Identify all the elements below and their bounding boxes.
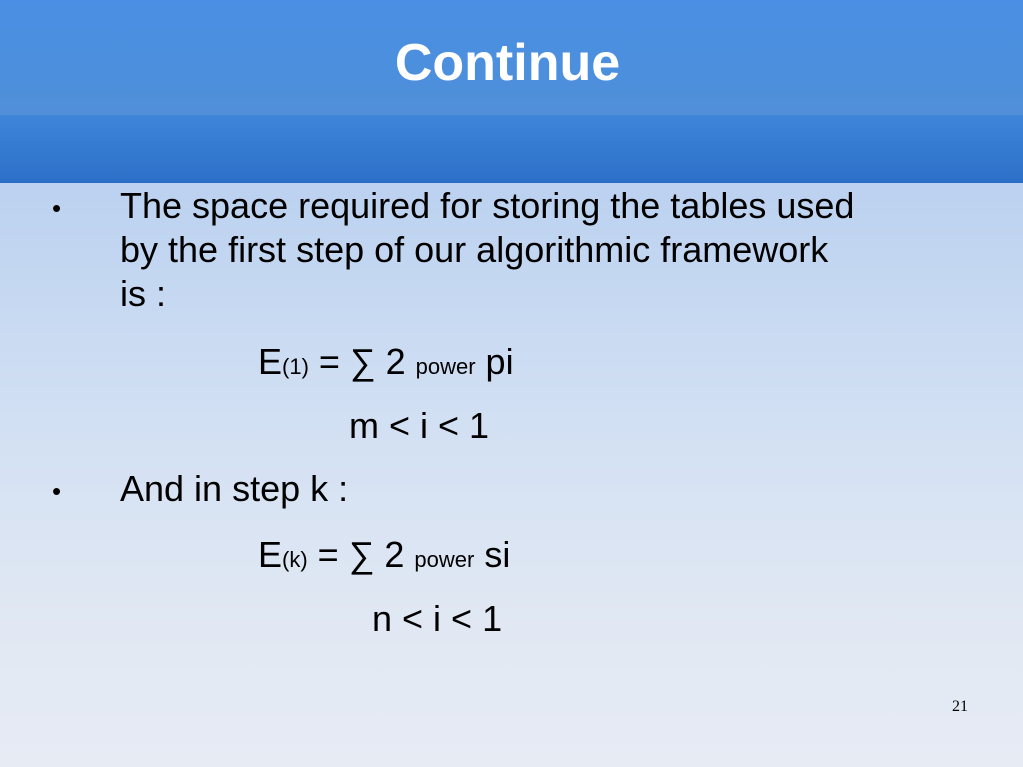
formula-2-sum: = ∑ 2: [307, 534, 415, 575]
formula-1-range: m < i < 1: [349, 405, 490, 446]
bullet-1-line-1: The space required for storing the tables used: [120, 185, 855, 226]
formula-1-power-word: power: [415, 354, 476, 379]
bullet-marker: •: [52, 193, 62, 223]
formula-2-lhs-subscript: (k): [282, 547, 308, 572]
formula-2-range: n < i < 1: [372, 598, 503, 639]
slide-title: Continue: [394, 34, 621, 92]
bullet-1-line-3: is :: [120, 273, 167, 314]
formula-1-lhs-subscript: (1): [282, 354, 309, 379]
formula-1-lhs: E: [258, 341, 283, 382]
slide-number: 21: [952, 698, 968, 715]
title-band-lower: [0, 115, 1023, 183]
formula-2-power-word: power: [414, 547, 475, 572]
formula-2: [258, 533, 510, 582]
formula-2-exponent: si: [474, 534, 511, 575]
formula-1-exponent: pi: [475, 341, 514, 382]
formula-1-sum: = ∑ 2: [308, 341, 416, 382]
formula-2-lhs: E: [258, 534, 283, 575]
bullet-marker: •: [52, 476, 62, 506]
bullet-1-line-2: by the first step of our algorithmic framework: [120, 229, 829, 270]
bullet-2-line-1: And in step k :: [120, 468, 349, 509]
formula-1: [258, 340, 514, 389]
